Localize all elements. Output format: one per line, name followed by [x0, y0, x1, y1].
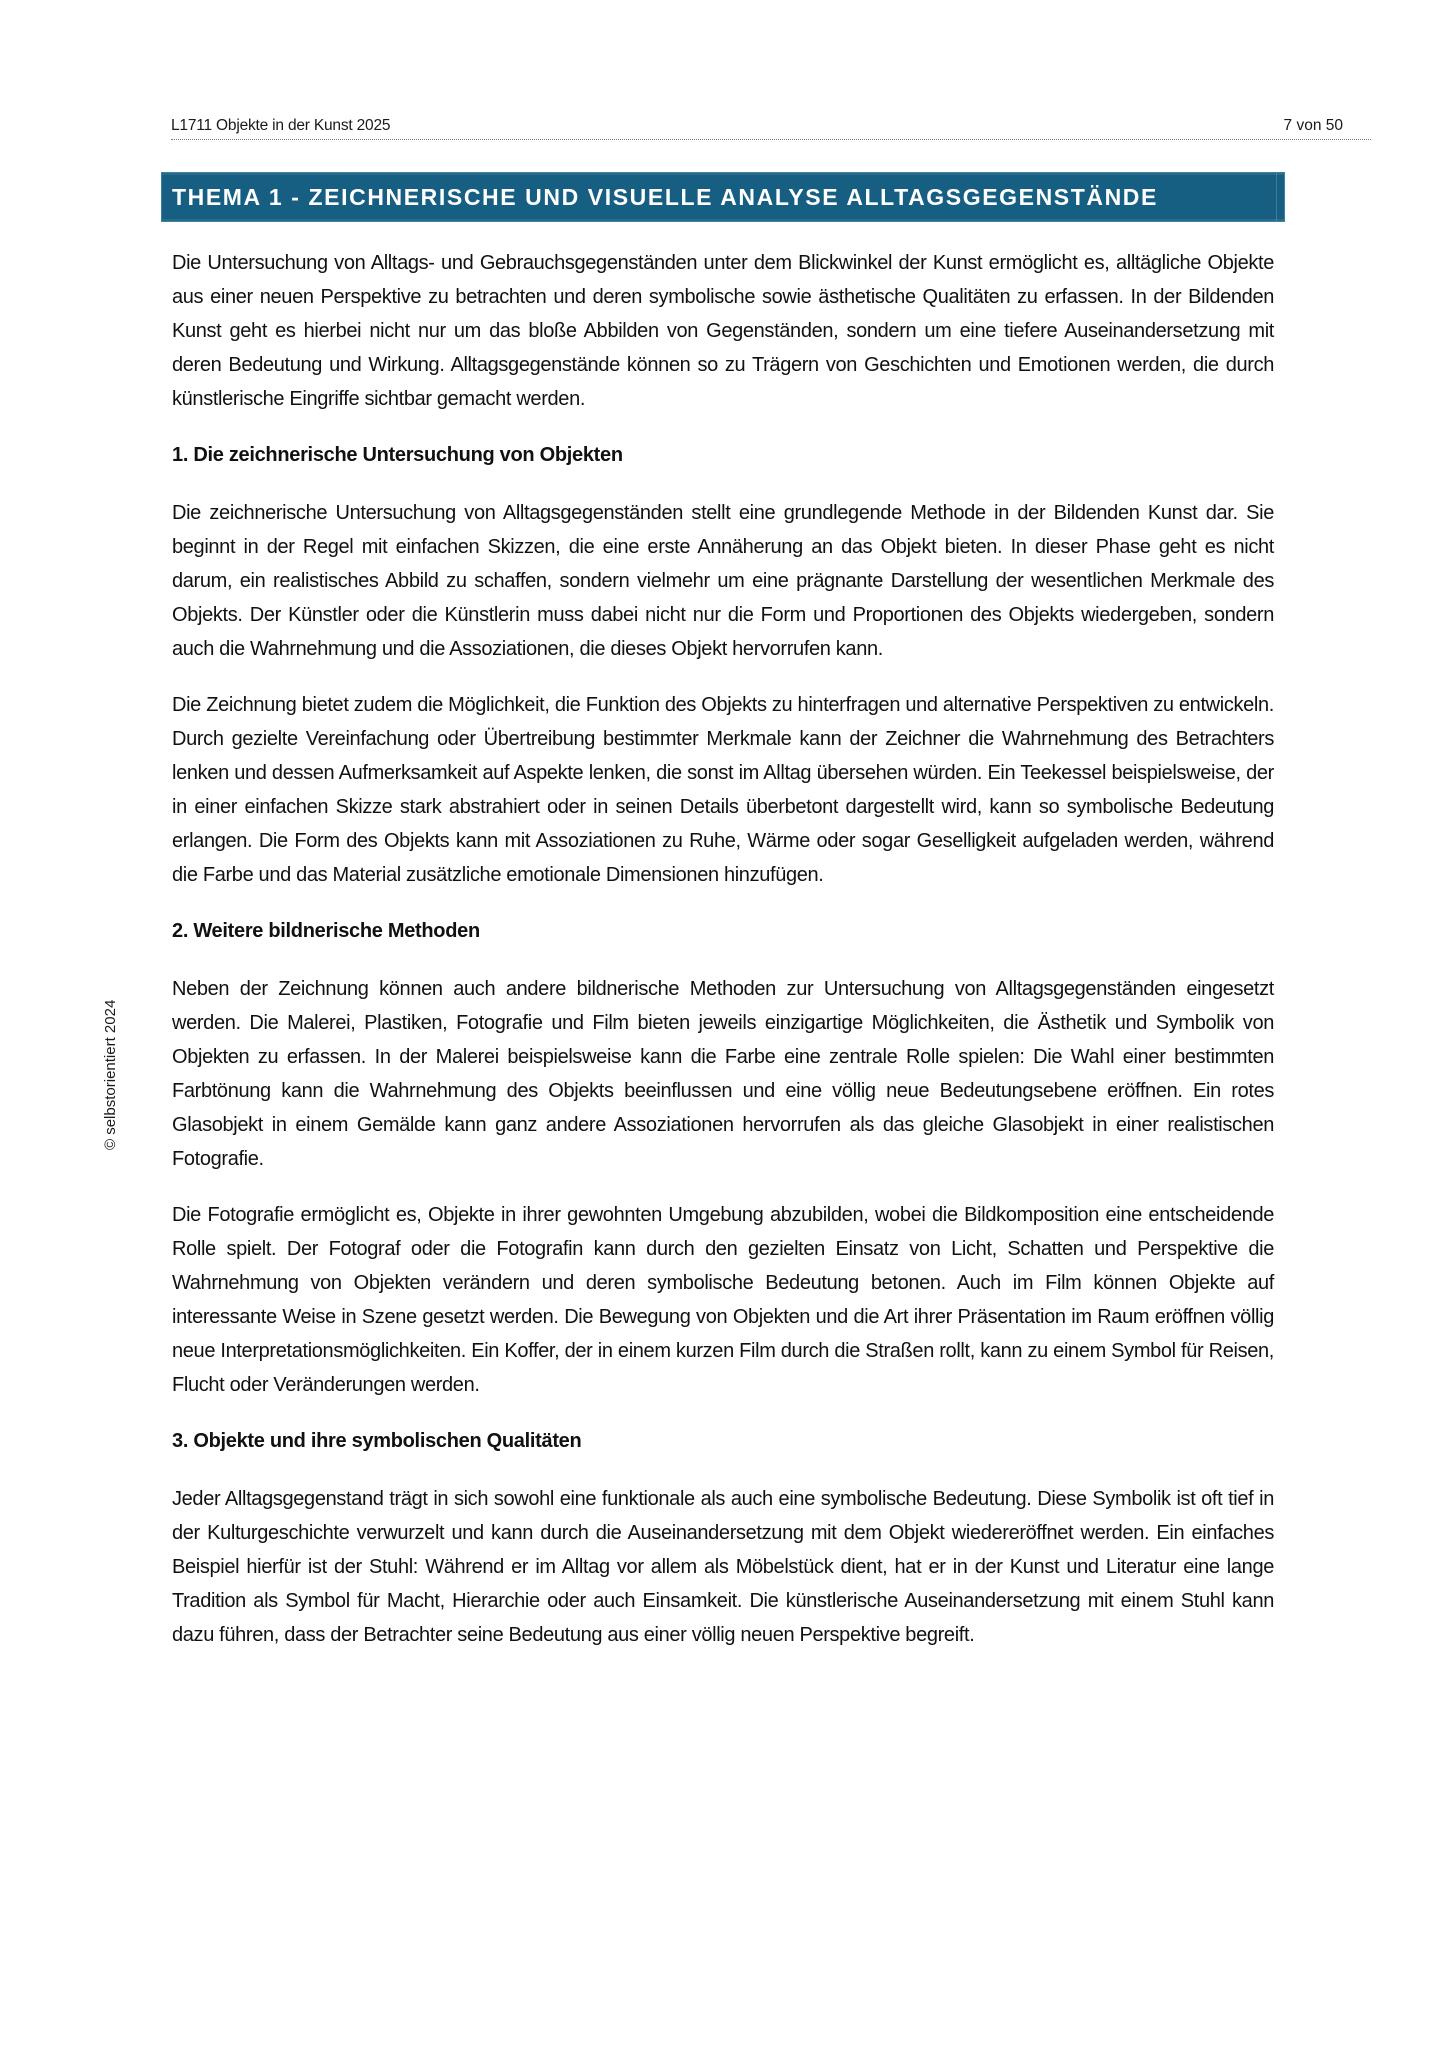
section-heading: 1. Die zeichnerische Untersuchung von Objekten [172, 444, 623, 466]
copyright-notice: © selbstorientiert 2024 [102, 999, 119, 1150]
section-paragraph: Neben der Zeichnung können auch andere bildnerische Methoden zur Untersuchung von Alltagsgegenständen eingesetzt werden. Die Malerei, Plastiken, Fotografie und Film bieten jeweils einzigartige Möglichkeiten, die Ästhetik und Symbolik von Objekten zu erfassen. In der Malerei beispielsweise kann die Farbe eine zentrale Rolle spielen: Die Wahl einer bestimmten Farbtönung kann die Wahrnehmung des Objekts beeinflussen und eine völlig neue Bedeutungsebene eröffnen. Ein rotes Glasobjekt in einem Gemälde kann ganz andere Assoziationen hervorrufen als das gleiche Glasobjekt in einer realistischen Fotografie. [172, 978, 1274, 1170]
theme-title: THEMA 1 - ZEICHNERISCHE UND VISUELLE ANALYSE ALLTAGSGEGENSTÄNDE [172, 184, 1158, 210]
document-body [172, 246, 1274, 1674]
page-indicator: 7 von 50 [1283, 117, 1343, 134]
section-2 [172, 914, 1274, 1402]
section-3 [172, 1424, 1274, 1652]
section-paragraph: Jeder Alltagsgegenstand trägt in sich sowohl eine funktionale als auch eine symbolische Bedeutung. Diese Symbolik ist oft tief in der Kulturgeschichte verwurzelt und kann durch die Auseinandersetzung mit dem Objekt wiedereröffnet werden. Ein einfaches Beispiel hierfür ist der Stuhl: Während er im Alltag vor allem als Möbelstück dient, hat er in der Kunst und Literatur eine lange Tradition als Symbol für Macht, Hierarchie oder auch Einsamkeit. Die künstlerische Auseinandersetzung mit einem Stuhl kann dazu führen, dass der Betrachter seine Bedeutung aus einer völlig neuen Perspektive begreift. [172, 1488, 1274, 1646]
section-1 [172, 438, 1274, 892]
theme-title-bar [161, 172, 1285, 222]
section-heading: 3. Objekte und ihre symbolischen Qualitäten [172, 1430, 582, 1452]
intro-paragraph: Die Untersuchung von Alltags- und Gebrauchsgegenständen unter dem Blickwinkel der Kunst ermöglicht es, alltägliche Objekte aus einer neuen Perspektive zu betrachten und deren symbolische sowie ästhetische Qualitäten zu erfassen. In der Bildenden Kunst geht es hierbei nicht nur um das bloße Abbilden von Gegenständen, sondern um eine tiefere Auseinandersetzung mit deren Bedeutung und Wirkung. Alltagsgegenstände können so zu Trägern von Geschichten und Emotionen werden, die durch künstlerische Eingriffe sichtbar gemacht werden. [172, 252, 1274, 410]
page-header [171, 113, 1371, 140]
section-paragraph: Die zeichnerische Untersuchung von Alltagsgegenständen stellt eine grundlegende Methode in der Bildenden Kunst dar. Sie beginnt in der Regel mit einfachen Skizzen, die eine erste Annäherung an das Objekt bieten. In dieser Phase geht es nicht darum, ein realistisches Abbild zu schaffen, sondern vielmehr um eine prägnante Darstellung der wesentlichen Merkmale des Objekts. Der Künstler oder die Künstlerin muss dabei nicht nur die Form und Proportionen des Objekts wiedergeben, sondern auch die Wahrnehmung und die Assoziationen, die dieses Objekt hervorrufen kann. [172, 502, 1274, 660]
section-paragraph: Die Fotografie ermöglicht es, Objekte in ihrer gewohnten Umgebung abzubilden, wobei die Bildkomposition eine entscheidende Rolle spielt. Der Fotograf oder die Fotografin kann durch den gezielten Einsatz von Licht, Schatten und Perspektive die Wahrnehmung von Objekten verändern und deren symbolische Bedeutung betonen. Auch im Film können Objekte auf interessante Weise in Szene gesetzt werden. Die Bewegung von Objekten und die Art ihrer Präsentation im Raum eröffnen völlig neue Interpretationsmöglichkeiten. Ein Koffer, der in einem kurzen Film durch die Straßen rollt, kann zu einem Symbol für Reisen, Flucht oder Veränderungen werden. [172, 1204, 1274, 1396]
document-title: L1711 Objekte in der Kunst 2025 [171, 117, 391, 134]
section-paragraph: Die Zeichnung bietet zudem die Möglichkeit, die Funktion des Objekts zu hinterfragen und alternative Perspektiven zu entwickeln. Durch gezielte Vereinfachung oder Übertreibung bestimmter Merkmale kann der Zeichner die Wahrnehmung des Betrachters lenken und dessen Aufmerksamkeit auf Aspekte lenken, die sonst im Alltag übersehen würden. Ein Teekessel beispielsweise, der in einer einfachen Skizze stark abstrahiert oder in seinen Details überbetont dargestellt wird, kann so symbolische Bedeutung erlangen. Die Form des Objekts kann mit Assoziationen zu Ruhe, Wärme oder sogar Geselligkeit aufgeladen werden, während die Farbe und das Material zusätzliche emotionale Dimensionen hinzufügen. [172, 694, 1274, 886]
section-heading: 2. Weitere bildnerische Methoden [172, 920, 480, 942]
